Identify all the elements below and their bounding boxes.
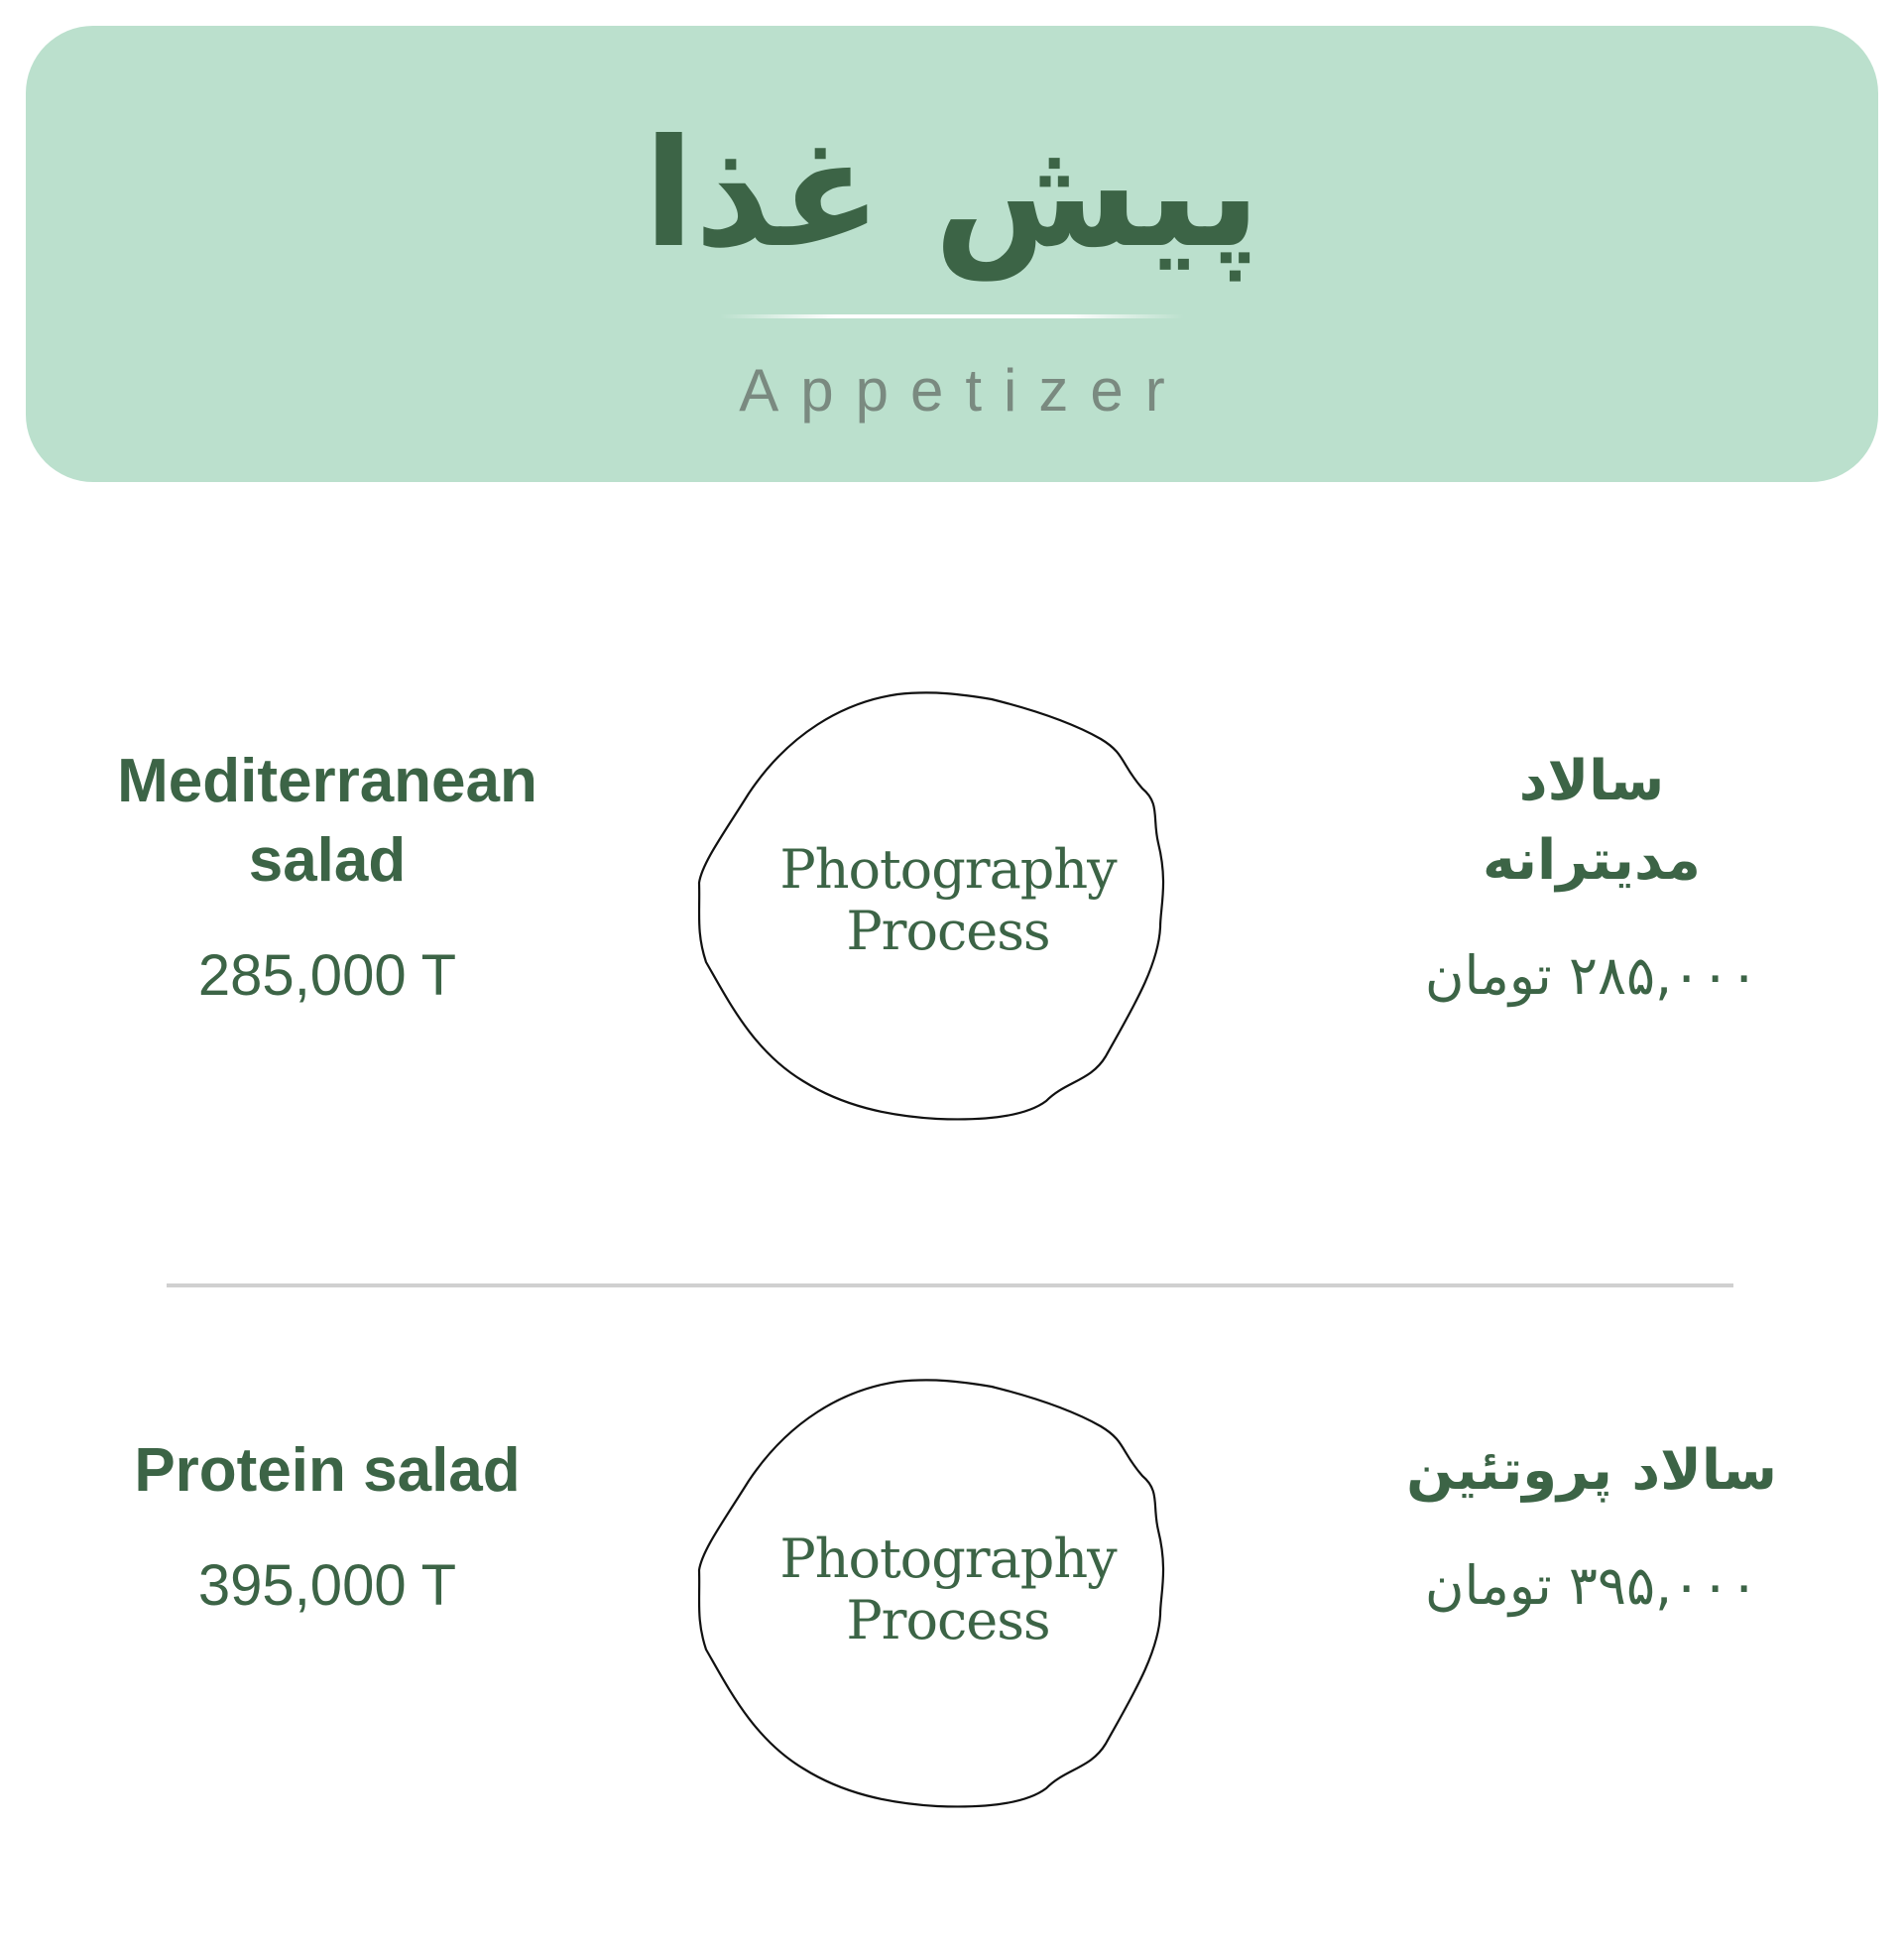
item-persian-info	[1349, 1431, 1835, 1622]
item-name-fa-line2: مدیترانه	[1483, 828, 1701, 893]
photo-label-line1: Photography	[779, 838, 1117, 901]
photo-placeholder	[694, 1372, 1202, 1818]
item-price-en: 285,000 T	[197, 943, 457, 1008]
menu-item-mediterranean-salad	[0, 684, 1904, 1141]
photo-label-line2: Process	[846, 900, 1050, 962]
menu-item-protein-salad	[0, 1372, 1904, 1828]
item-name-en: Protein salad	[134, 1436, 521, 1505]
section-title-fa: پیش غذا	[643, 108, 1261, 281]
item-price-fa: ۳۹۵,۰۰۰ تومان	[1424, 1554, 1759, 1617]
item-name-fa-line1: سالاد	[1518, 749, 1665, 813]
item-english-info	[79, 742, 575, 1012]
item-name-fa	[1349, 742, 1835, 901]
item-name-fa: سالاد پروتئین	[1406, 1438, 1777, 1503]
photo-placeholder-label	[694, 839, 1202, 962]
photo-label-line2: Process	[846, 1589, 1050, 1651]
menu-section-header	[26, 26, 1878, 482]
item-name-en	[79, 742, 575, 901]
header-divider	[720, 314, 1184, 318]
item-price-en: 395,000 T	[197, 1553, 457, 1618]
item-separator	[167, 1283, 1733, 1287]
photo-placeholder-label	[694, 1528, 1202, 1651]
item-english-info	[79, 1431, 575, 1622]
item-price-fa: ۲۸۵,۰۰۰ تومان	[1424, 944, 1759, 1007]
photo-placeholder	[694, 684, 1202, 1131]
photo-label-line1: Photography	[779, 1527, 1117, 1590]
item-name-en-line2: salad	[248, 826, 407, 895]
section-subtitle-en: Appetizer	[739, 357, 1187, 424]
item-persian-info	[1349, 742, 1835, 1012]
item-name-en-line1: Mediterranean	[117, 747, 537, 815]
